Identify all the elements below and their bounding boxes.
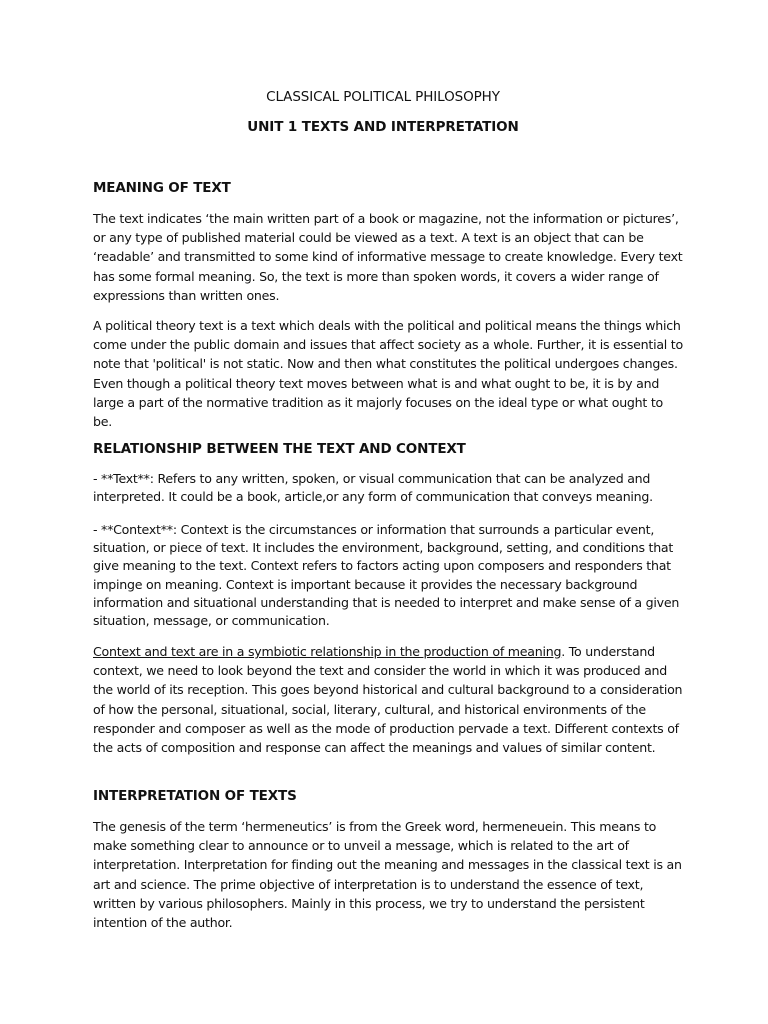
heading-relationship: RELATIONSHIP BETWEEN THE TEXT AND CONTEXT — [93, 441, 466, 457]
paragraph-text-definition: - **Text**: Refers to any written, spoken, or visual communication that can be analyzed and interpreted. It could be a book, article,or any form of communication that conveys meaning. — [93, 471, 653, 505]
paragraph-interpretation-1: The genesis of the term ‘hermeneutics’ is from the Greek word, hermeneuein. This means to make something clear to announce or to unveil a message, which is related to the art of interpretation. Interpretation for finding out the meaning and messages in the classical text is an art and science. The prime objective of interpretation is to understand the essence of text, written by various philosophers. Mainly in this process, we try to understand the persistent intention of the author. — [93, 819, 682, 931]
heading-meaning-of-text: MEANING OF TEXT — [93, 180, 231, 196]
heading-interpretation: INTERPRETATION OF TEXTS — [93, 788, 297, 804]
underlined-phrase: Context and text are in a symbiotic relationship in the production of meaning — [93, 644, 562, 659]
unit-title: UNIT 1 TEXTS AND INTERPRETATION — [247, 119, 519, 135]
paragraph-context-definition: - **Context**: Context is the circumstances or information that surrounds a particular event, situation, or piece of text. It includes the environment, background, setting, and conditions that give meaning to the text. Context refers to factors acting upon composers and responders that impinge on meaning. Context is important because it provides the necessary background information and situational understanding that is needed to interpret and make sense of a given situation, message, or communication. — [93, 522, 680, 629]
paragraph-continuation: . To understand context, we need to look beyond the text and consider the world in which it was produced and the world of its reception. This goes beyond historical and cultural background to a consideration of how the personal, situational, social, literary, cultural, and historical environments of the responder and composer as well as the mode of production pervade a text. Different contexts of the acts of composition and response can affect the meanings and values of similar content. — [93, 644, 683, 756]
paragraph-meaning-1: The text indicates ‘the main written part of a book or magazine, not the information or pictures’, or any type of published material could be viewed as a text. A text is an object that can be ‘readable’ and transmitted to some kind of informative message to create knowledge. Every text has some formal meaning. So, the text is more than spoken words, it covers a wider range of expressions than written ones. — [93, 211, 683, 303]
course-title: CLASSICAL POLITICAL PHILOSOPHY — [266, 89, 500, 105]
paragraph-symbiotic-relationship — [93, 642, 683, 757]
paragraph-meaning-2: A political theory text is a text which deals with the political and political means the things which come under the public domain and issues that affect society as a whole. Further, it is essential to note that 'political' is not static. Now and then what constitutes the political undergoes changes. Even though a political theory text moves between what is and what ought to be, it is by and large a part of the normative tradition as it majorly focuses on the ideal type or what ought to be. — [93, 318, 683, 430]
